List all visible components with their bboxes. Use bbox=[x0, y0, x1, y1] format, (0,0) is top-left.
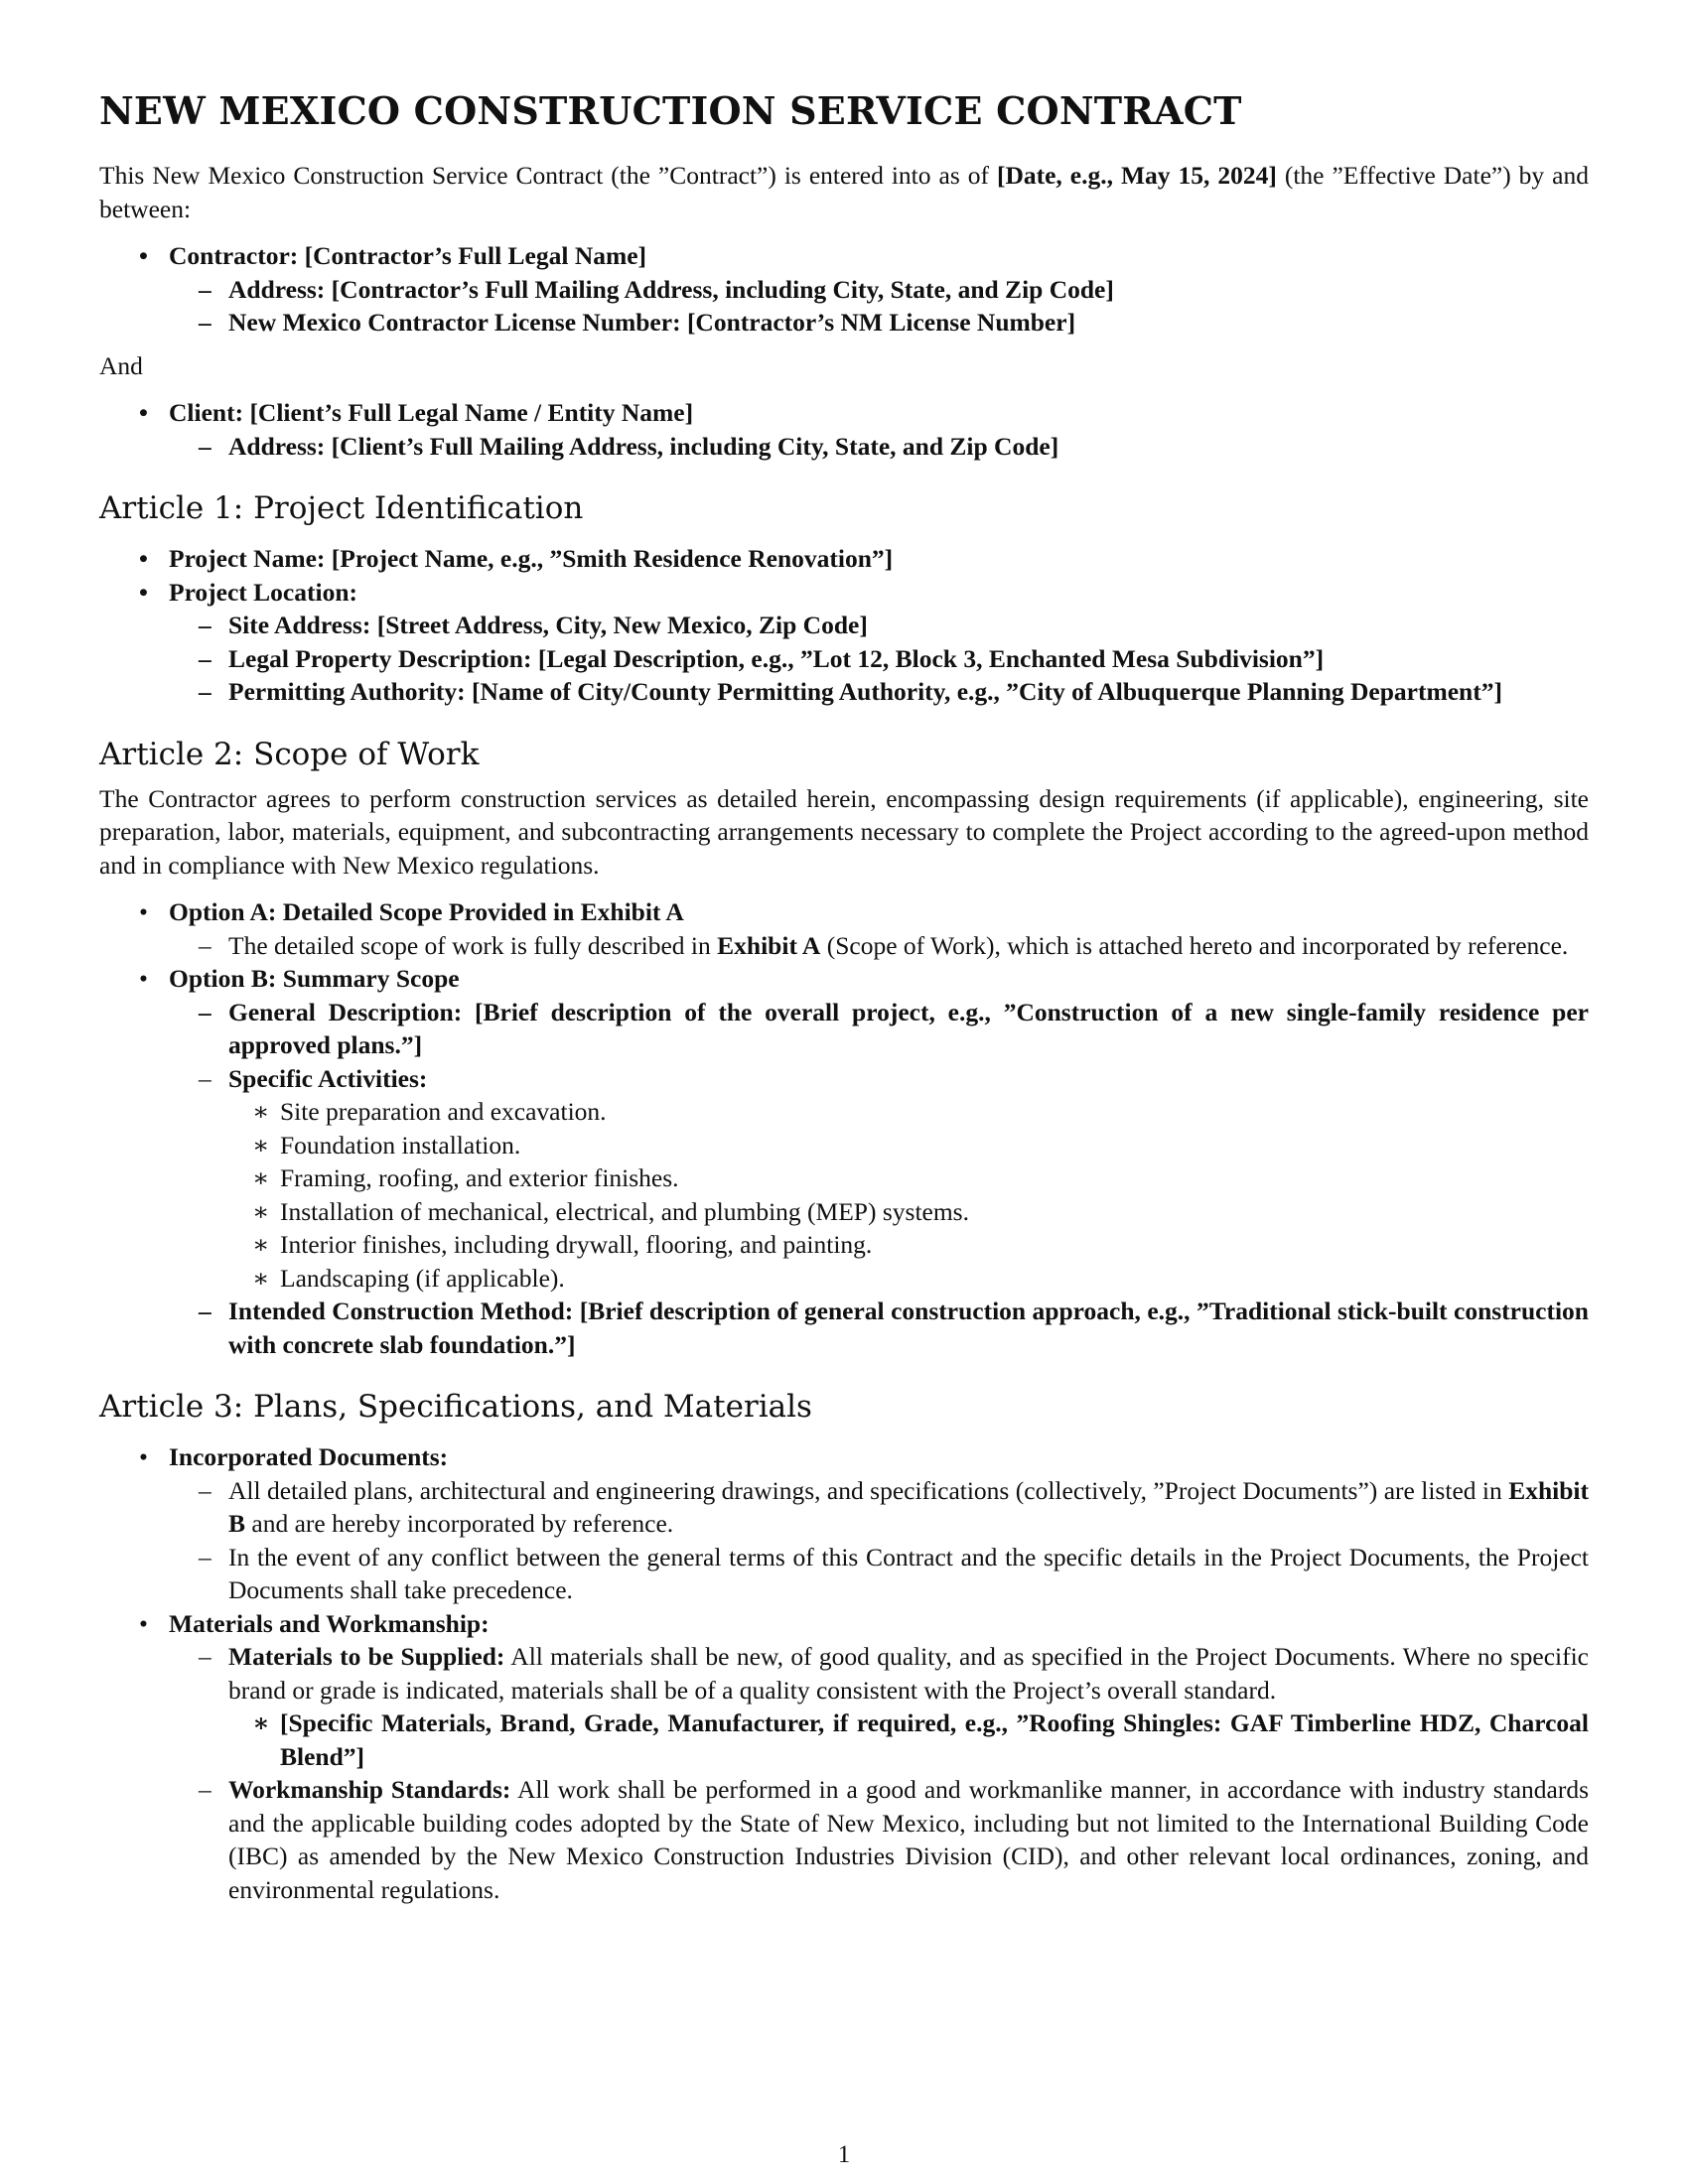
incorporated-text-pre: All detailed plans, architectural and engineering drawings, and specifications (collectively, ”Project Documents”) are listed in bbox=[228, 1475, 1509, 1505]
permitting-authority: – Permitting Authority: [Name of City/County Permitting Authority, e.g., ”City of Albuquerque Planning Department”] bbox=[169, 675, 1589, 709]
list-item bbox=[169, 1773, 1589, 1906]
materials-workmanship-label: Materials and Workmanship: bbox=[169, 1608, 490, 1638]
exhibit-a-ref: Exhibit A bbox=[717, 930, 821, 960]
materials-supplied-label: Materials to be Supplied: bbox=[228, 1642, 505, 1671]
list-item bbox=[99, 895, 1589, 962]
conflict-precedence-text: – In the event of any conflict between the general terms of this Contract and the specific details in the Project Documents, the Project Documents shall take precedence. bbox=[169, 1541, 1589, 1607]
contractor-license: – New Mexico Contractor License Number: [Contractor’s NM License Number] bbox=[169, 306, 1589, 340]
option-b-label: Option B: Summary Scope bbox=[169, 964, 460, 993]
effective-date-placeholder: [Date, e.g., May 15, 2024] bbox=[996, 161, 1277, 190]
intro-paragraph bbox=[99, 159, 1589, 225]
specific-materials: ∗ [Specific Materials, Brand, Grade, Manufacturer, if required, e.g., ”Roofing Shingles: GAF Timberline HDZ, Charcoal Blend”] bbox=[228, 1706, 1589, 1773]
page-number: 1 bbox=[837, 2141, 851, 2168]
client-list bbox=[99, 396, 1589, 463]
intro-text-pre: This New Mexico Construction Service Contract (the ”Contract”) is entered into as of bbox=[99, 161, 997, 190]
activity-item: ∗ Foundation installation. bbox=[228, 1129, 1589, 1162]
site-address: – Site Address: [Street Address, City, New Mexico, Zip Code] bbox=[169, 609, 1589, 642]
general-description: – General Description: [Brief description of the overall project, e.g., ”Construction of a new single-family residence per approved plans.”] bbox=[169, 996, 1589, 1062]
activity-item: ∗ Interior finishes, including drywall, flooring, and painting. bbox=[228, 1228, 1589, 1262]
list-item bbox=[99, 1440, 1589, 1607]
materials-supplied-text: All materials shall be new, of good quality, and as specified in the Project Documents. Where no specific brand or grade is indicated, materials shall be of a quality consistent with the Project’s overall standard. bbox=[228, 1642, 1590, 1705]
document-title: NEW MEXICO CONSTRUCTION SERVICE CONTRACT bbox=[99, 88, 1242, 133]
option-a-text-post: (Scope of Work), which is attached hereto and incorporated by reference. bbox=[820, 930, 1569, 960]
contractor-list bbox=[99, 239, 1589, 340]
option-a-text bbox=[169, 929, 1589, 963]
list-item bbox=[99, 962, 1589, 1361]
intro-text-post: (the ”Effective Date”) by and between: bbox=[99, 161, 1589, 223]
list-item bbox=[99, 1607, 1589, 1907]
project-name: • Project Name: [Project Name, e.g., ”Smith Residence Renovation”] bbox=[99, 542, 1589, 576]
article-1-heading: Article 1: Project Identification bbox=[99, 490, 584, 526]
article-3-heading: Article 3: Plans, Specifications, and Materials bbox=[99, 1389, 812, 1425]
specific-activities-label: Specific Activities: bbox=[228, 1063, 428, 1093]
list-item bbox=[169, 1640, 1589, 1773]
list-item bbox=[169, 1062, 1589, 1296]
workmanship-text: All work shall be performed in a good and workmanlike manner, in accordance with industry standards and the applicable building codes adopted by the State of New Mexico, including but not limited to the International Building Code (IBC) as amended by the New Mexico Construction Industries Division (CID), and other relevant local ordinances, zoning, and environmental regulations. bbox=[228, 1775, 1590, 1904]
contractor-address: – Address: [Contractor’s Full Mailing Address, including City, State, and Zip Code] bbox=[169, 273, 1589, 307]
article-2-paragraph: The Contractor agrees to perform construction services as detailed herein, encompassing design requirements (if applicable), engineering, site preparation, labor, materials, equipment, and subcontracting arrangements necessary to complete the Project according to the agreed-upon method and in compliance with New Mexico regulations. bbox=[99, 783, 1589, 880]
exhibit-b-ref: Exhibit B bbox=[228, 1475, 1589, 1538]
activity-item: ∗ Framing, roofing, and exterior finishes. bbox=[228, 1161, 1589, 1195]
client-address: – Address: [Client’s Full Mailing Address, including City, State, and Zip Code] bbox=[169, 430, 1589, 464]
incorporated-documents-text bbox=[169, 1474, 1589, 1541]
article-1-list bbox=[99, 542, 1589, 709]
article-3-list bbox=[99, 1440, 1589, 1906]
contractor-name: Contractor: [Contractor’s Full Legal Name] bbox=[169, 241, 647, 270]
workmanship-label: Workmanship Standards: bbox=[228, 1775, 511, 1804]
incorporated-text-post: and are hereby incorporated by reference. bbox=[245, 1509, 674, 1538]
option-a-text-pre: The detailed scope of work is fully described in bbox=[228, 930, 718, 960]
option-a-label: Option A: Detailed Scope Provided in Exhibit A bbox=[169, 897, 684, 926]
incorporated-documents-label: Incorporated Documents: bbox=[169, 1442, 449, 1471]
project-location-label: Project Location: bbox=[169, 577, 358, 607]
list-item bbox=[99, 239, 1589, 340]
activity-item: ∗ Site preparation and excavation. bbox=[228, 1095, 1589, 1129]
list-item bbox=[99, 396, 1589, 463]
article-2-list bbox=[99, 895, 1589, 1361]
and-text: And bbox=[99, 350, 143, 380]
activity-item: ∗ Landscaping (if applicable). bbox=[228, 1262, 1589, 1296]
activities-list bbox=[228, 1095, 1589, 1295]
activity-item: ∗ Installation of mechanical, electrical, and plumbing (MEP) systems. bbox=[228, 1195, 1589, 1229]
list-item bbox=[99, 576, 1589, 709]
legal-property-description: – Legal Property Description: [Legal Description, e.g., ”Lot 12, Block 3, Enchanted Mesa Subdivision”] bbox=[169, 642, 1589, 676]
client-name: Client: [Client’s Full Legal Name / Entity Name] bbox=[169, 398, 694, 427]
article-2-heading: Article 2: Scope of Work bbox=[99, 736, 480, 772]
construction-method: – Intended Construction Method: [Brief description of general construction approach, e.g., ”Traditional stick-built construction with concrete slab foundation.”] bbox=[169, 1295, 1589, 1361]
